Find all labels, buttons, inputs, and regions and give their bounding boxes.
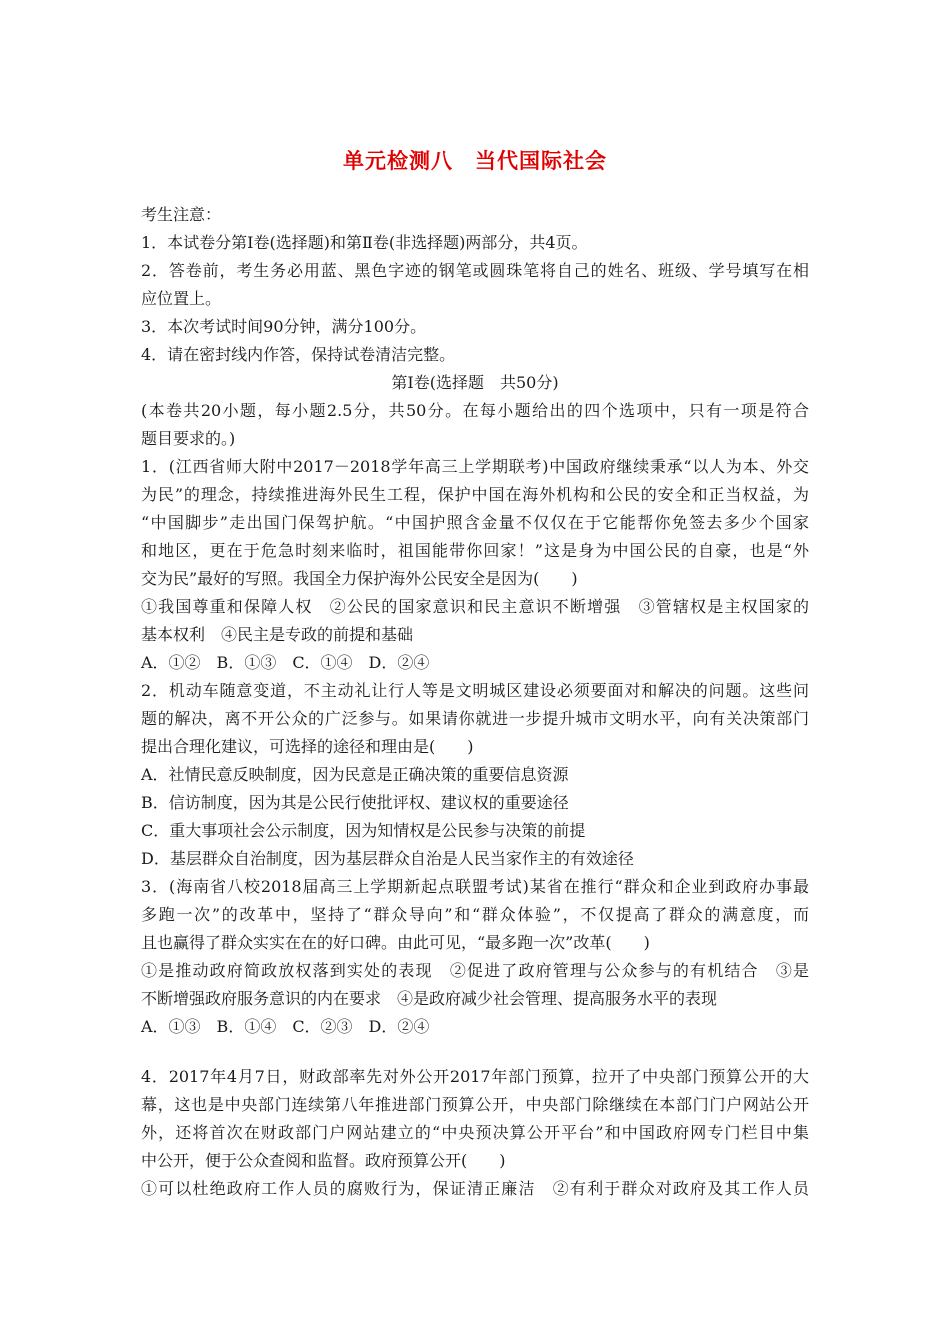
- notice-item: 1．本试卷分第Ⅰ卷(选择题)和第Ⅱ卷(非选择题)两部分，共4页。: [141, 233, 588, 252]
- question-3-line: 多跑一次”的改革中，坚持了“群众导向”和“群众体验”，不仅提高了群众的满意度，而: [141, 905, 809, 924]
- question-3-line: 且也赢得了群众实实在在的好口碑。由此可见，“最多跑一次”改革( ): [141, 933, 650, 952]
- question-2-option: D．基层群众自治制度，因为基层群众自治是人民当家作主的有效途径: [141, 849, 634, 868]
- question-1-line: 1．(江西省师大附中2017－2018学年高三上学期联考)中国政府继续秉承“以人为本、外交: [141, 457, 809, 476]
- question-2-option: B．信访制度，因为其是公民行使批评权、建议权的重要途径: [141, 793, 569, 812]
- question-1-statements: 基本权利 ④民主是专政的前提和基础: [141, 625, 414, 644]
- question-3-statements: ①是推动政府简政放权落到实处的表现 ②促进了政府管理与公众参与的有机结合 ③是: [141, 961, 809, 980]
- question-1-line: 为民”的理念，持续推进海外民生工程，保护中国在海外机构和公民的安全和正当权益，为: [141, 485, 809, 504]
- notice-item: 3．本次考试时间90分钟，满分100分。: [141, 317, 427, 336]
- question-4-line: 外，还将首次在财政部门户网站建立的“中央预决算公开平台”和中国政府网专门栏目中集: [141, 1123, 809, 1142]
- question-4-line: 中公开，便于公众查阅和监督。政府预算公开( ): [141, 1151, 506, 1170]
- question-1-statements: ①我国尊重和保障人权 ②公民的国家意识和民主意识不断增强 ③管辖权是主权国家的: [141, 597, 809, 616]
- question-1-options: A．①② B．①③ C．①④ D．②④: [141, 653, 430, 672]
- question-2-line: 题的解决，离不开公众的广泛参与。如果请你就进一步提升城市文明水平，向有关决策部门: [141, 709, 809, 728]
- notice-item: 2．答卷前，考生务必用蓝、黑色字迹的钢笔或圆珠笔将自己的姓名、班级、学号填写在相: [141, 261, 809, 280]
- question-2-line: 2．机动车随意变道，不主动礼让行人等是文明城区建设必须要面对和解决的问题。这些问: [141, 681, 809, 700]
- page-title: 单元检测八 当代国际社会: [343, 149, 607, 173]
- question-2-option: C．重大事项社会公示制度，因为知情权是公民参与决策的前提: [141, 821, 586, 840]
- question-4-line: 幕，这也是中央部门连续第八年推进部门预算公开，中央部门除继续在本部门门户网站公开: [141, 1095, 809, 1114]
- question-4-statements: ①可以杜绝政府工作人员的腐败行为，保证清正廉洁 ②有利于群众对政府及其工作人员: [141, 1179, 809, 1198]
- question-1-line: “中国脚步”走出国门保驾护航。“中国护照含金量不仅仅在于它能帮你免签去多少个国家: [141, 513, 809, 532]
- notice-item: 4．请在密封线内作答，保持试卷清洁完整。: [141, 345, 456, 364]
- question-1-line: 交为民”最好的写照。我国全力保护海外公民安全是因为( ): [141, 569, 578, 588]
- section-instructions: (本卷共20小题，每小题2.5分，共50分。在每小题给出的四个选项中，只有一项是符合: [141, 401, 809, 420]
- section-heading: 第Ⅰ卷(选择题 共50分): [391, 373, 559, 392]
- section-instructions: 题目要求的。): [141, 429, 236, 448]
- notice-item: 应位置上。: [141, 289, 222, 308]
- question-3-statements: 不断增强政府服务意识的内在要求 ④是政府减少社会管理、提高服务水平的表现: [141, 989, 718, 1008]
- question-3-line: 3．(海南省八校2018届高三上学期新起点联盟考试)某省在推行“群众和企业到政府办事最: [141, 877, 809, 896]
- question-2-line: 提出合理化建议，可选择的途径和理由是( ): [141, 737, 474, 756]
- question-4-line: 4．2017年4月7日，财政部率先对外公开2017年部门预算，拉开了中央部门预算公开的大: [141, 1067, 809, 1086]
- question-3-options: A．①③ B．①④ C．②③ D．②④: [141, 1017, 430, 1036]
- question-2-option: A．社情民意反映制度，因为民意是正确决策的重要信息资源: [141, 765, 569, 784]
- question-1-line: 和地区，更在于危急时刻来临时，祖国能带你回家！”这是身为中国公民的自豪，也是“外: [141, 541, 809, 560]
- notice-heading: 考生注意：: [141, 205, 222, 224]
